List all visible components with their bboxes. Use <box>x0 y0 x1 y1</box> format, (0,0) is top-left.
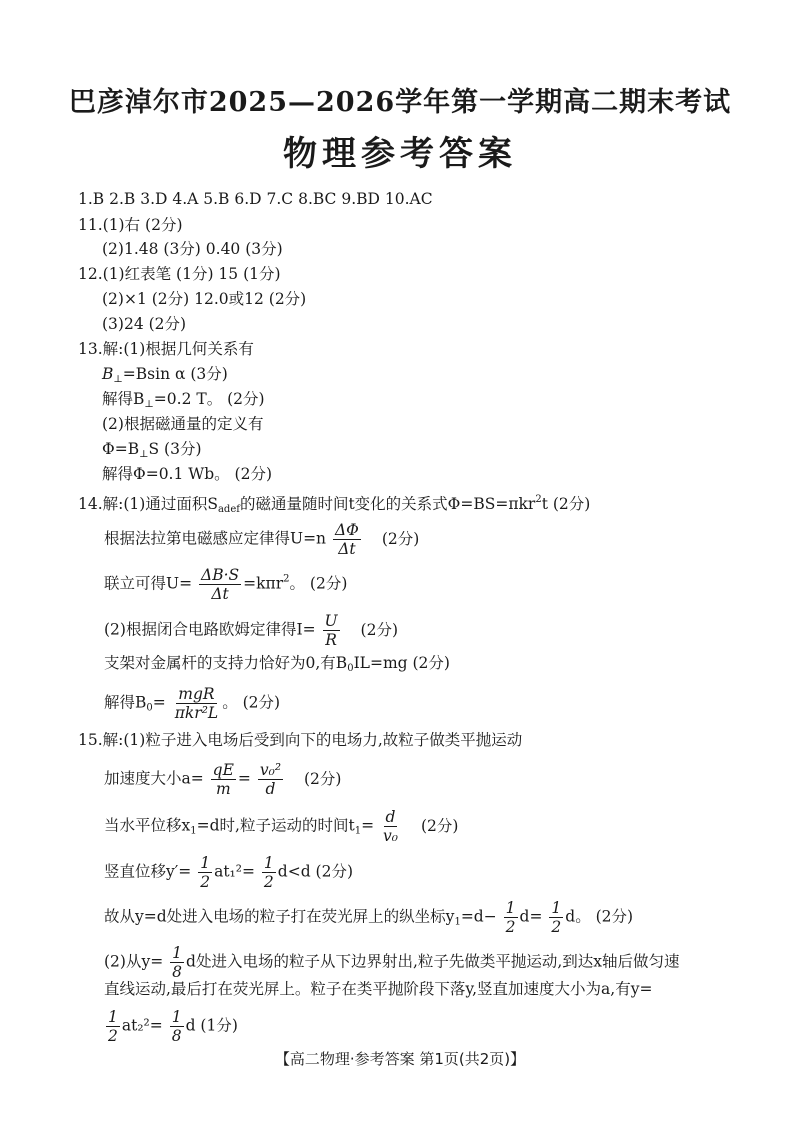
q14-combine-sup: 2 <box>283 573 290 585</box>
q14-result-rest: 。 (2分) <box>222 693 281 712</box>
q15-coordinate-rest: d。 (2分) <box>565 907 634 926</box>
fraction-numerator: ΔB·S <box>201 566 240 584</box>
q13-intro: 13.解:(1)根据几何关系有 <box>78 340 254 358</box>
q14-result-fraction <box>173 685 221 722</box>
q15-time-text: 当水平位移x <box>104 816 191 835</box>
q14-support-sub: 0 <box>347 663 354 674</box>
q14-combine-mid: =kπr <box>243 574 284 593</box>
q15-coordinate-fraction2 <box>549 899 563 936</box>
q14-intro-sup: 2 <box>535 494 542 505</box>
q15-intro: 15.解:(1)粒子进入电场后受到向下的电场力,故粒子做类平抛运动 <box>78 731 523 749</box>
q15-time-sub2: 1 <box>354 825 362 837</box>
q15-part2-line2: 直线运动,最后打在荧光屏上。粒子在类平抛阶段下落y,竖直加速度大小为a,有y= <box>104 980 653 998</box>
fraction-denominator: R <box>325 631 337 649</box>
fraction-numerator: 1 <box>172 944 183 962</box>
q15-part2-line3 <box>104 1008 238 1045</box>
q14-ohm-score: (2分) <box>360 620 398 639</box>
q14-ohm-fraction <box>323 612 340 649</box>
q15-coordinate-mid: =d− <box>460 907 497 926</box>
q14-support-text: 支架对金属杆的支持力恰好为0,有B <box>104 654 348 672</box>
q14-intro-text: 14.解:(1)通过面积S <box>78 495 218 513</box>
q15-part2-fraction3 <box>106 1008 120 1045</box>
fraction-denominator: 2 <box>551 918 562 936</box>
q15-accel-eq: = <box>237 769 251 788</box>
q13-eq1-text: B <box>102 365 114 383</box>
fraction-denominator: Δt <box>211 585 229 603</box>
fraction-denominator: πkr²L <box>174 704 219 722</box>
fraction-denominator: 2 <box>108 1027 118 1045</box>
fraction-numerator: 1 <box>551 899 562 917</box>
fraction-denominator: d <box>265 780 276 798</box>
q14-intro <box>78 489 590 521</box>
q15-coordinate-fraction1 <box>504 899 518 936</box>
fraction-numerator: U <box>324 612 338 630</box>
q14-intro-rest: t (2分) <box>541 495 591 513</box>
q11-part2: (2)1.48 (3分) 0.40 (3分) <box>102 240 283 258</box>
q15-time <box>104 808 458 845</box>
q13-result1-text: 解得B <box>102 390 145 408</box>
q15-coordinate-text: 故从y=d处进入电场的粒子打在荧光屏上的纵坐标y <box>104 907 455 926</box>
fraction-numerator: v₀² <box>259 761 282 779</box>
q14-combine-rest: 。 (2分) <box>289 574 348 593</box>
q15-part2-mid: at₂²= <box>121 1016 163 1035</box>
q14-faraday <box>104 521 419 558</box>
q15-part2-rest: d处进入电场的粒子从下边界射出,粒子先做类平抛运动,到达x轴后做匀速 <box>186 952 680 971</box>
exam-title: 巴彦淖尔市2025—2026学年第一学期高二期末考试 <box>68 87 732 118</box>
answer-key-title: 物理参考答案 <box>283 134 517 174</box>
q15-time-mid: =d时,粒子运动的时间t <box>196 816 355 835</box>
fraction-numerator: qE <box>212 761 234 779</box>
mc-answers: 1.B 2.B 3.D 4.A 5.B 6.D 7.C 8.BC 9.BD 10.AC <box>78 190 433 208</box>
q14-result-sub: 0 <box>146 702 153 714</box>
fraction-numerator: d <box>385 808 396 826</box>
q15-vertical-fraction1 <box>198 854 212 891</box>
q13-result1-rest: =0.2 T。 (2分) <box>153 390 265 408</box>
fraction-denominator: 2 <box>263 873 274 891</box>
q15-accel-score: (2分) <box>303 769 342 788</box>
fraction-denominator: 2 <box>505 918 516 936</box>
q14-combine-text: 联立可得U= <box>104 574 193 593</box>
q15-vertical-fraction2 <box>262 854 276 891</box>
q12-part2: (2)×1 (2分) 12.0或12 (2分) <box>102 290 307 308</box>
page-footer: 【高二物理·参考答案 第1页(共2页)】 <box>274 1050 526 1068</box>
fraction-denominator: v₀ <box>383 827 398 845</box>
q15-accel-text: 加速度大小a= <box>104 769 204 788</box>
q14-result-eq: = <box>152 693 166 712</box>
fraction-numerator: 1 <box>108 1008 118 1026</box>
fraction-numerator: ΔΦ <box>334 521 359 539</box>
fraction-denominator: Δt <box>338 540 356 558</box>
q13-result2: 解得Φ=0.1 Wb。 (2分) <box>102 465 273 483</box>
fraction-denominator: m <box>215 780 231 798</box>
q14-faraday-fraction <box>333 521 361 558</box>
q13-eq2-sub: ⊥ <box>139 449 149 460</box>
q14-result-text: 解得B <box>104 693 147 712</box>
q13-result1 <box>102 388 265 416</box>
q15-coordinate <box>104 899 633 936</box>
q14-combine-fraction <box>199 566 241 603</box>
q13-eq2-rest: S (3分) <box>148 440 202 458</box>
q15-accel <box>104 761 341 798</box>
q15-time-score: (2分) <box>420 816 459 835</box>
fraction-numerator: 1 <box>505 899 516 917</box>
q14-support-rest: IL=mg (2分) <box>353 654 450 672</box>
q13-result1-sub: ⊥ <box>144 399 154 410</box>
q13-eq1-sub: ⊥ <box>113 374 123 385</box>
fraction-denominator: 8 <box>171 1027 182 1045</box>
fraction-denominator: 2 <box>200 873 211 891</box>
fraction-numerator: 1 <box>200 854 211 872</box>
q12-part3: (3)24 (2分) <box>102 315 187 333</box>
q13-eq1-rest: =Bsin α (3分) <box>122 365 228 383</box>
q14-intro-mid: 的磁通量随时间t变化的关系式Φ=BS=πkr <box>239 495 536 513</box>
q14-faraday-score: (2分) <box>381 529 420 548</box>
q15-coordinate-sub: 1 <box>454 916 461 928</box>
q13-eq1 <box>102 363 228 391</box>
q15-part2-fraction4 <box>170 1008 184 1045</box>
q13-eq2 <box>102 438 202 466</box>
q11-part1: 11.(1)右 (2分) <box>78 216 183 234</box>
q15-part2-rest3: d (1分) <box>185 1016 238 1035</box>
q14-result <box>104 685 280 722</box>
q14-faraday-text: 根据法拉第电磁感应定律得U=n <box>104 529 327 548</box>
q12-part1: 12.(1)红表笔 (1分) 15 (1分) <box>78 265 281 283</box>
q14-ohm-text: (2)根据闭合电路欧姆定律得I= <box>104 620 316 639</box>
fraction-numerator: 1 <box>263 854 274 872</box>
fraction-numerator: mgR <box>178 685 215 703</box>
q15-part2-intro <box>104 944 680 981</box>
q15-accel-fraction2 <box>258 761 283 798</box>
q15-vertical-rest: d<d (2分) <box>277 862 353 881</box>
q15-time-sub1: 1 <box>190 825 197 837</box>
q15-vertical-text: 竖直位移y′= <box>104 862 192 881</box>
q15-vertical-mid: at₁²= <box>214 862 255 881</box>
q15-time-eq: = <box>361 816 375 835</box>
q14-combine <box>104 566 347 603</box>
q14-support <box>104 652 450 680</box>
q15-part2-fraction <box>170 944 184 981</box>
fraction-numerator: 1 <box>171 1008 182 1026</box>
q13-part2: (2)根据磁通量的定义有 <box>102 415 264 433</box>
q15-accel-fraction1 <box>211 761 236 798</box>
q15-coordinate-mid2: d= <box>519 907 543 926</box>
q14-intro-sub: adef <box>217 504 240 515</box>
q15-part2-text: (2)从y= <box>104 952 164 971</box>
fraction-denominator: 8 <box>172 963 183 981</box>
q13-eq2-text: Φ=B <box>102 440 140 458</box>
q14-ohm <box>104 612 398 649</box>
q15-time-fraction <box>381 808 400 845</box>
q15-vertical <box>104 854 353 891</box>
